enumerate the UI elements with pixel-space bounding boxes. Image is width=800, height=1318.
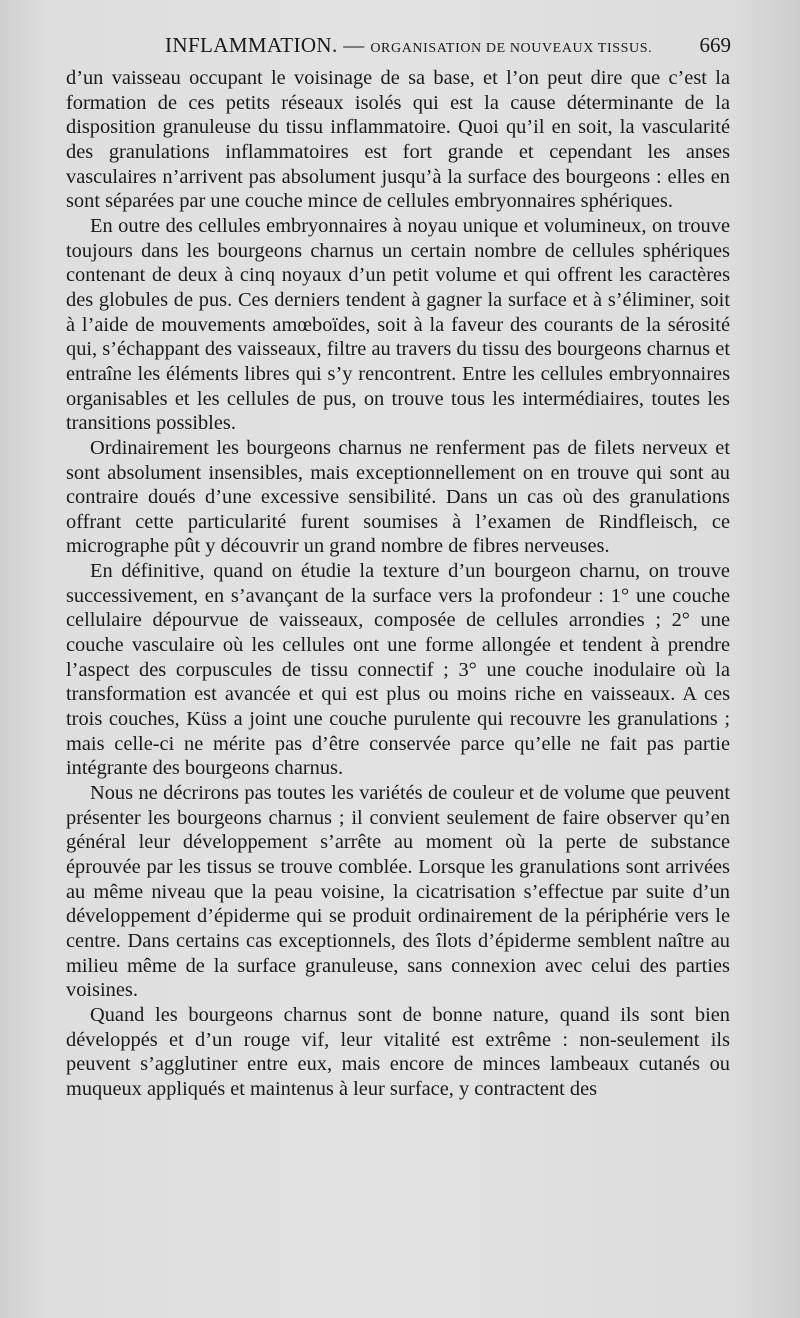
- body-text: [66, 66, 730, 1102]
- running-title: [165, 33, 652, 58]
- paragraph-continued: d’un vaisseau occupant le voisinage de sa base, et l’on peut dire que c’est la formation de ces petits réseaux isolés qui est la cause déterminante de la disposition granuleuse du tissu inflammatoire. Quoi qu’il en soit, la vascularité des granulations inflammatoires est fort grande et cependant les anses vasculaires n’arrivent pas absolument jusqu’à la surface des bourgeons : elles en sont séparées par une couche mince de cellules embryonnaires sphériques.: [66, 67, 730, 213]
- header-dash: —: [343, 33, 365, 57]
- page-number: 669: [699, 33, 731, 57]
- paragraph: En outre des cellules embryonnaires à noyau unique et volumineux, on trouve toujours dans les bourgeons charnus un certain nombre de cellules sphériques contenant de deux à cinq noyaux d’un petit volume et qui offrent les caractères des globules de pus. Ces derniers tendent à gagner la surface et à s’éliminer, soit à l’aide de mouvements amœboïdes, soit à la faveur des courants de la sérosité qui, s’échappant des vaisseaux, filtre au travers du tissu des bourgeons charnus et entraîne les éléments libres qui s’y rencontrent. Entre les cellules embryonnaires organisables et les cellules de pus, on trouve tous les intermédiaires, toutes les transitions possibles.: [66, 214, 730, 435]
- paragraph: Nous ne décrirons pas toutes les variétés de couleur et de volume que peuvent présenter les bourgeons charnus ; il convient seulement de faire observer qu’en général leur développement s’arrête au moment où la perte de substance éprouvée par les tissus se trouve comblée. Lorsque les granulations sont arrivées au même niveau que la peau voisine, la cicatrisation s’effectue par suite d’un développement d’épiderme qui se produit ordinairement de la périphérie vers le centre. Dans certains cas exceptionnels, des îlots d’épiderme semblent naître au milieu même de la surface granuleuse, sans connexion avec celui des parties voisines.: [66, 782, 730, 1002]
- paragraph: Ordinairement les bourgeons charnus ne renferment pas de filets nerveux et sont absolument insensibles, mais exceptionnellement on en trouve qui sont au contraire doués d’une excessive sensibilité. Dans un cas où des granulations offrant cette particularité furent soumises à l’examen de Rindfleisch, ce micrographe pût y découvrir un grand nombre de fibres nerveuses.: [66, 436, 730, 558]
- paragraph: Quand les bourgeons charnus sont de bonne nature, quand ils sont bien développés et d’un rouge vif, leur vitalité est extrême : non-seulement ils peuvent s’agglutiner entre eux, mais encore de minces lambeaux cutanés ou muqueux appliqués et maintenus à leur surface, y contractent des: [66, 1003, 730, 1100]
- paragraph: En définitive, quand on étudie la texture d’un bourgeon charnu, on trouve successivement, en s’avançant de la surface vers la profondeur : 1° une couche cellulaire dépourvue de vaisseaux, composée de cellules arrondies ; 2° une couche vasculaire où les cellules ont une forme allongée et tendent à prendre l’aspect des corpuscules de tissu connectif ; 3° une couche inodulaire où la transformation est avancée et qui est plus ou moins riche en vaisseaux. A ces trois couches, Küss a joint une couche purulente qui recouvre les granulations ; mais celle-ci ne mérite pas d’être conservée parce qu’elle ne fait pas partie intégrante des bourgeons charnus.: [66, 560, 730, 780]
- header-title: INFLAMMATION.: [165, 33, 338, 57]
- running-header: [165, 33, 731, 59]
- header-subtitle: ORGANISATION DE NOUVEAUX TISSUS.: [370, 41, 653, 56]
